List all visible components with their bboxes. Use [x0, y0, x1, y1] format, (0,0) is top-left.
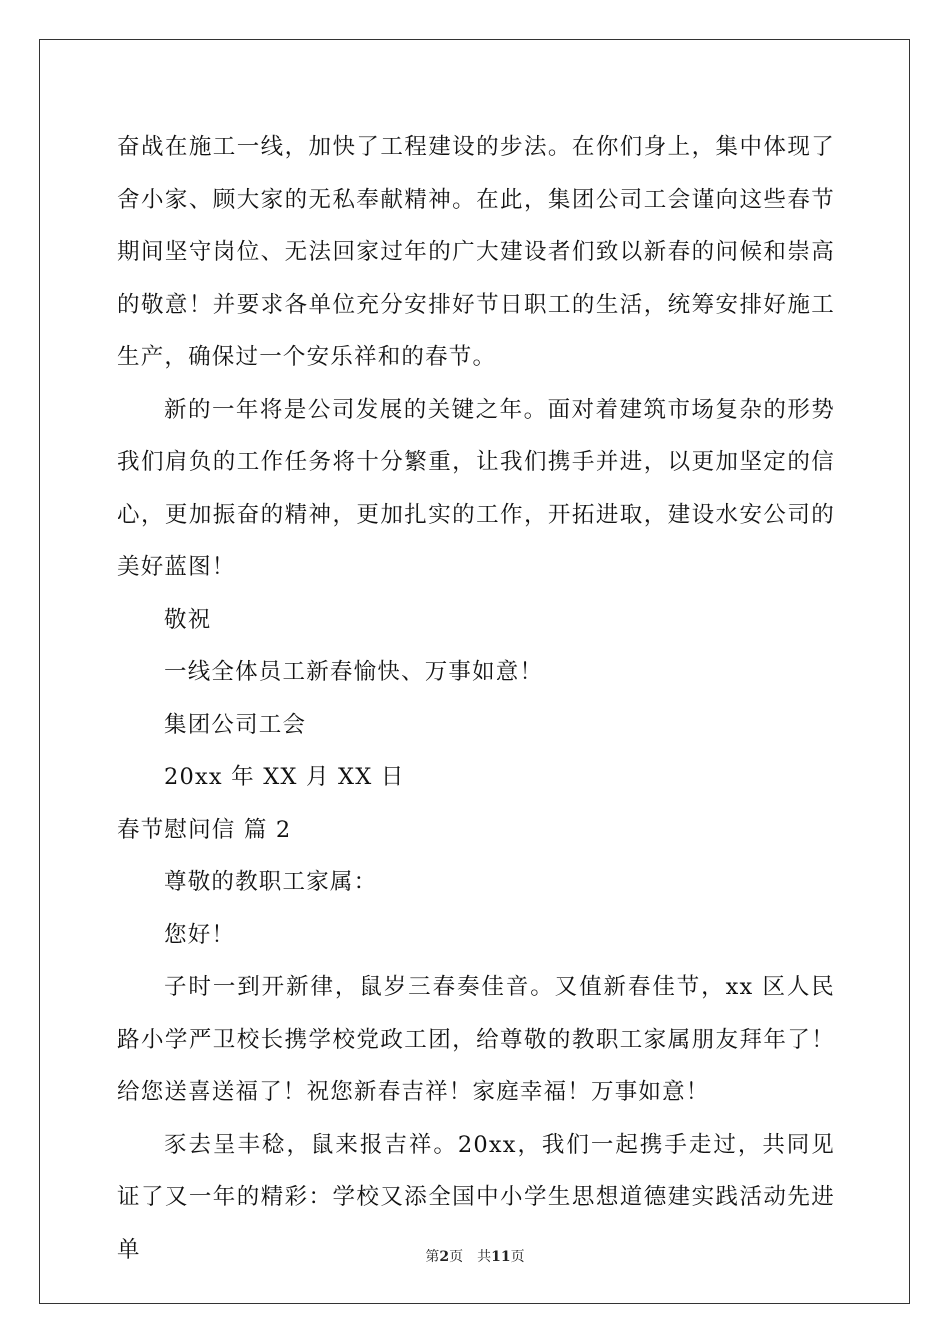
closing-salutation: 敬祝: [164, 606, 212, 633]
closing-wish: 一线全体员工新春愉快、万事如意！: [164, 659, 544, 685]
letter2-paragraph-2: 豕去呈丰稔，鼠来报吉祥。20xx，我们一起携手走过，共同见证了又一年的精彩：学校又添全国中小学生思想道德建实践活动先进单: [117, 1131, 835, 1263]
page-footer: [0, 1246, 950, 1266]
letter2-greeting: 尊敬的教职工家属：: [164, 869, 378, 895]
page-prefix: 第: [425, 1249, 440, 1265]
document-body: [117, 121, 835, 1276]
total-prefix: 共: [477, 1249, 492, 1265]
paragraph-new-year: 新的一年将是公司发展的关键之年。面对着建筑市场复杂的形势我们肩负的工作任务将十分繁重，让我们携手并进，以更加坚定的信心，更加振奋的精神，更加扎实的工作，开拓进取，建设水安公司的美好蓝图！: [117, 396, 835, 580]
total-suffix: 页: [510, 1249, 525, 1265]
page-suffix: 页: [449, 1249, 464, 1265]
letter-date: 20xx 年 XX 月 XX 日: [164, 764, 405, 790]
page-number: 2: [439, 1249, 450, 1265]
letter2-hello: 您好！: [164, 921, 236, 948]
signature: 集团公司工会: [164, 711, 307, 738]
paragraph-continuation: 奋战在施工一线，加快了工程建设的步法。在你们身上，集中体现了舍小家、顾大家的无私奉献精神。在此，集团公司工会谨向这些春节期间坚守岗位、无法回家过年的广大建设者们致以新春的问候和崇高的敬意！并要求各单位充分安排好节日职工的生活，统筹安排好施工生产，确保过一个安乐祥和的春节。: [117, 134, 835, 370]
total-pages: 11: [491, 1249, 511, 1265]
letter2-paragraph-1: 子时一到开新律，鼠岁三春奏佳音。又值新春佳节，xx 区人民路小学严卫校长携学校党政工团，给尊敬的教职工家属朋友拜年了！给您送喜送福了！祝您新春吉祥！家庭幸福！万事如意！: [117, 974, 835, 1105]
section-title: 春节慰问信 篇 2: [117, 816, 292, 843]
